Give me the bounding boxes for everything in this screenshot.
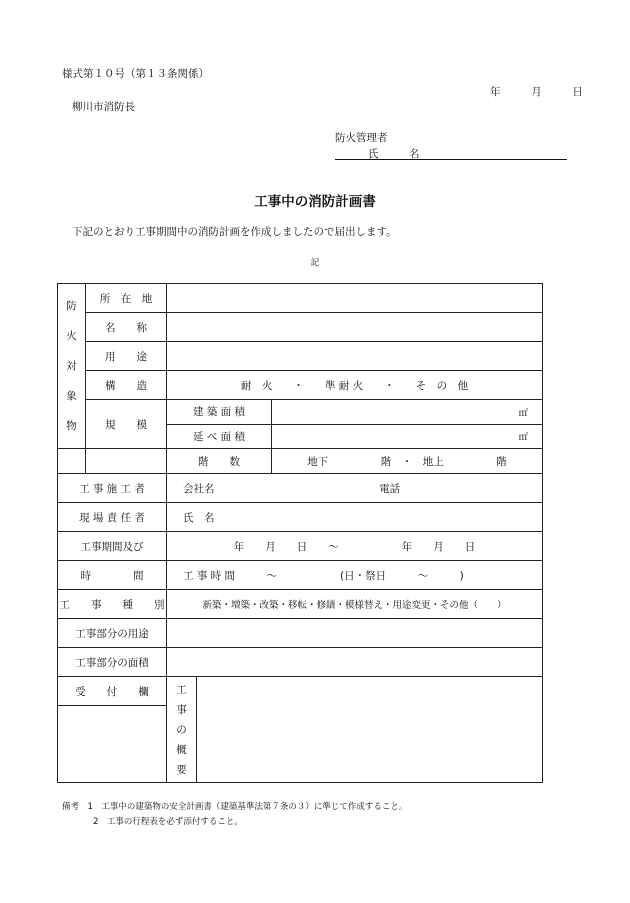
- summary-label-char: の: [176, 723, 187, 736]
- scale-label-tail: [86, 449, 167, 474]
- area-unit: ㎡: [518, 432, 529, 444]
- reception-label: 受 付 欄: [58, 677, 167, 706]
- date-day: 日: [572, 86, 583, 98]
- location-field[interactable]: [167, 284, 543, 313]
- contractor-field[interactable]: [167, 474, 543, 503]
- period-label: 工事期間及び: [58, 532, 167, 561]
- contractor-label: 工 事 施 工 者: [58, 474, 167, 503]
- note-1: 備考 1 工事中の建築物の安全計画書（建築基準法第７条の３）に準じて作成すること。: [62, 802, 408, 812]
- work-hours-field[interactable]: 工 事 時 間 ～ (日・祭日 ～ ): [167, 561, 543, 590]
- building-area-label: 建 築 面 積: [167, 400, 272, 425]
- manager-label: 防火管理者: [335, 132, 388, 144]
- group-label: [58, 284, 86, 449]
- group-label-char: 防: [66, 300, 77, 312]
- plan-table: [57, 283, 543, 783]
- location-label: 所 在 地: [86, 284, 167, 313]
- structure-options[interactable]: 耐 火 ・ 準 耐 火 ・ そ の 他: [167, 371, 543, 400]
- site-manager-label: 現 場 責 任 者: [58, 503, 167, 532]
- group-label-char: 火: [66, 330, 77, 342]
- work-part-area-label: 工事部分の面積: [58, 648, 167, 677]
- date-line: [490, 84, 583, 99]
- summary-label-char: 事: [176, 703, 187, 716]
- use-label: 用 途: [86, 342, 167, 371]
- date-month: 月: [531, 86, 542, 98]
- group-label-char: 象: [66, 390, 77, 402]
- summary-label-char: 工: [176, 683, 187, 696]
- work-part-use-field[interactable]: [167, 619, 543, 648]
- name-row-field[interactable]: [167, 313, 543, 342]
- floor-area-label: 延 べ 面 積: [167, 424, 272, 449]
- name-field[interactable]: [335, 145, 567, 160]
- summary-field[interactable]: [197, 677, 543, 783]
- use-field[interactable]: [167, 342, 543, 371]
- work-type-label: 工 事 種 別: [58, 590, 167, 619]
- ki-mark: 記: [310, 258, 320, 268]
- work-part-area-field[interactable]: [167, 648, 543, 677]
- work-type-options[interactable]: 新築・増築・改築・移転・修繕・模様替え・用途変更・その他（ ）: [167, 590, 543, 619]
- company-name-label: 会社名: [183, 482, 215, 495]
- date-year: 年: [490, 86, 501, 98]
- area-unit: ㎡: [518, 407, 529, 419]
- form-number: 様式第１０号（第１３条関係）: [62, 68, 209, 80]
- period-field[interactable]: 年 月 日 ～ 年 月 日: [167, 532, 543, 561]
- group-label-tail: [58, 449, 86, 474]
- scale-label: 規 模: [86, 400, 167, 449]
- phone-label: 電話: [379, 482, 401, 495]
- reception-field[interactable]: [58, 706, 167, 783]
- lead-text: 下記のとおり工事期間中の消防計画を作成しましたので届出します。: [72, 226, 397, 238]
- note-2: 2 工事の行程表を必ず添付すること。: [93, 817, 243, 827]
- group-label-char: 物: [66, 420, 77, 432]
- floor-area-field[interactable]: [272, 424, 543, 449]
- building-area-field[interactable]: [272, 400, 543, 425]
- site-manager-field[interactable]: [167, 503, 543, 532]
- work-part-use-label: 工事部分の用途: [58, 619, 167, 648]
- floors-label: 階 数: [167, 449, 272, 474]
- structure-label: 構 造: [86, 371, 167, 400]
- floors-field[interactable]: 地下 階 ・ 地上 階: [272, 449, 543, 474]
- document-title: 工事中の消防計画書: [254, 194, 376, 210]
- summary-label: [167, 677, 197, 783]
- group-label-char: 対: [66, 360, 77, 372]
- name-row-label: 名 称: [86, 313, 167, 342]
- name-label: 氏 名: [368, 148, 430, 160]
- summary-label-char: 概: [176, 743, 187, 756]
- recipient: 柳川市消防長: [72, 101, 135, 113]
- time-label: 時 間: [58, 561, 167, 590]
- person-name-label: 氏 名: [183, 511, 215, 524]
- summary-label-char: 要: [176, 763, 187, 776]
